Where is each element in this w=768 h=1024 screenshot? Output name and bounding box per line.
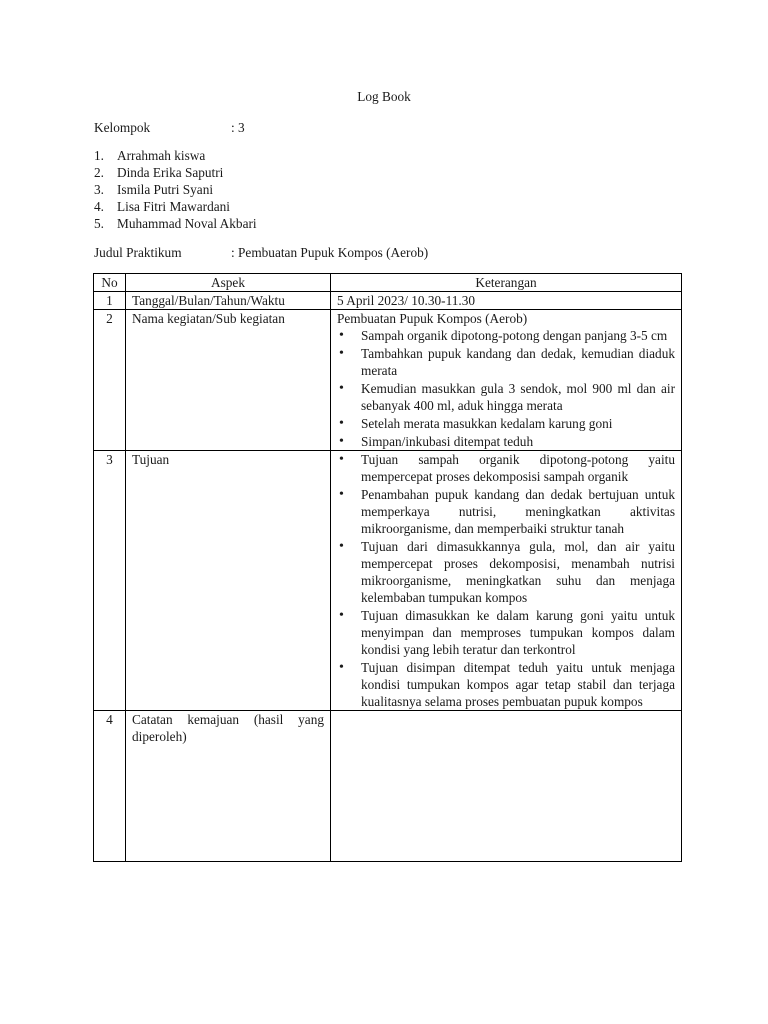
bullet-item: • Tujuan dari dimasukkannya gula, mol, dan air yaitu mempercepat proses dekomposisi, menambah nutrisi mikroorganisme, meningkatkan suhu dan menjaga kelembaban tumpukan kompos xyxy=(337,538,675,606)
table-row xyxy=(94,451,682,711)
bullet-item: • Simpan/inkubasi ditempat teduh xyxy=(337,433,675,450)
header-keterangan: Keterangan xyxy=(331,274,682,292)
member-number: 1. xyxy=(94,148,104,163)
row-keterangan xyxy=(331,711,682,862)
bullet-item: • Tujuan sampah organik dipotong-potong yaitu mempercepat proses dekomposisi sampah organik xyxy=(337,451,675,485)
bullet-list xyxy=(337,451,675,710)
bullet-item: • Tujuan disimpan ditempat teduh yaitu untuk menjaga kondisi tumpukan kompos agar tetap stabil dan terjaga kualitasnya selama proses pembuatan pupuk kompos xyxy=(337,659,675,710)
keterangan-heading: Pembuatan Pupuk Kompos (Aerob) xyxy=(337,311,528,326)
member-name: Ismila Putri Syani xyxy=(117,182,214,197)
table-row xyxy=(94,711,682,862)
header-aspek: Aspek xyxy=(126,274,331,292)
row-keterangan xyxy=(331,310,682,451)
log-table xyxy=(93,273,682,862)
judul-value: : Pembuatan Pupuk Kompos (Aerob) xyxy=(231,245,429,260)
table-header-row xyxy=(94,274,682,292)
bullet-item: • Penambahan pupuk kandang dan dedak bertujuan untuk memperkaya nutrisi, meningkatkan aktivitas mikroorganisme, dan memperbaiki struktur tanah xyxy=(337,486,675,537)
header-no: No xyxy=(94,274,126,292)
member-list xyxy=(94,147,257,232)
judul-praktikum-field xyxy=(94,244,428,261)
table-row xyxy=(94,310,682,451)
bullet-item: • Sampah organik dipotong-potong dengan panjang 3-5 cm xyxy=(337,327,675,344)
judul-label: Judul Praktikum xyxy=(94,245,182,260)
bullet-item: • Tambahkan pupuk kandang dan dedak, kemudian diaduk merata xyxy=(337,345,675,379)
list-item xyxy=(94,198,257,215)
member-name: Lisa Fitri Mawardani xyxy=(117,199,230,214)
member-number: 3. xyxy=(94,182,104,197)
row-number: 3 xyxy=(94,451,126,711)
row-number: 4 xyxy=(94,711,126,862)
list-item xyxy=(94,147,257,164)
kelompok-value: : 3 xyxy=(231,120,245,135)
table-row xyxy=(94,292,682,310)
row-number: 1 xyxy=(94,292,126,310)
row-keterangan: 5 April 2023/ 10.30-11.30 xyxy=(331,292,682,310)
row-keterangan xyxy=(331,451,682,711)
bullet-item: • Kemudian masukkan gula 3 sendok, mol 900 ml dan air sebanyak 400 ml, aduk hingga merata xyxy=(337,380,675,414)
bullet-list xyxy=(337,327,675,450)
row-aspek: Tujuan xyxy=(126,451,331,711)
member-number: 4. xyxy=(94,199,104,214)
member-number: 2. xyxy=(94,165,104,180)
list-item xyxy=(94,164,257,181)
member-number: 5. xyxy=(94,216,104,231)
member-name: Dinda Erika Saputri xyxy=(117,165,224,180)
kelompok-field xyxy=(94,119,245,136)
row-aspek: Nama kegiatan/Sub kegiatan xyxy=(126,310,331,451)
kelompok-label: Kelompok xyxy=(94,120,151,135)
member-name: Arrahmah kiswa xyxy=(117,148,206,163)
member-name: Muhammad Noval Akbari xyxy=(117,216,257,231)
list-item xyxy=(94,215,257,232)
bullet-item: • Setelah merata masukkan kedalam karung goni xyxy=(337,415,675,432)
row-number: 2 xyxy=(94,310,126,451)
list-item xyxy=(94,181,257,198)
bullet-item: • Tujuan dimasukkan ke dalam karung goni yaitu untuk menyimpan dan memproses tumpukan kompos dalam kondisi yang lebih teratur dan terkontrol xyxy=(337,607,675,658)
row-aspek: Tanggal/Bulan/Tahun/Waktu xyxy=(126,292,331,310)
row-aspek: Catatan kemajuan (hasil yang diperoleh) xyxy=(126,711,331,862)
page-title: Log Book xyxy=(357,89,411,104)
